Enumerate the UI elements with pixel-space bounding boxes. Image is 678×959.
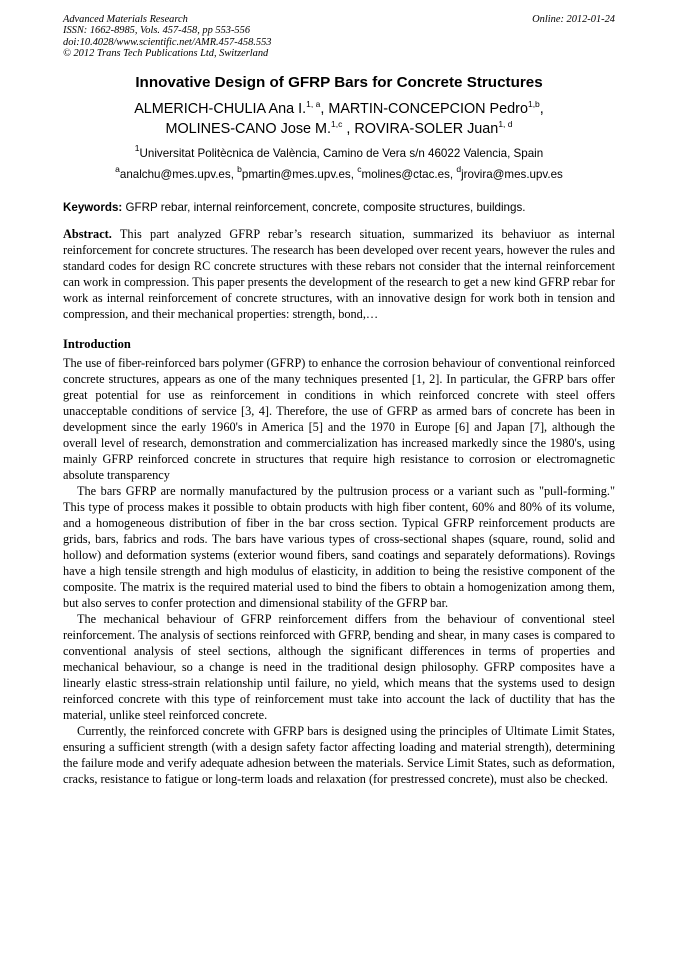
online-date: Online: 2012-01-24	[532, 14, 615, 25]
publication-info	[63, 14, 271, 59]
keywords-label: Keywords:	[63, 201, 123, 215]
email-sup: c	[357, 164, 362, 175]
copyright-line: © 2012 Trans Tech Publications Ltd, Switzerland	[63, 47, 269, 59]
author-line-2: MOLINES-CANO Jose M.$^{1,c}$ , ROVIRA-SOLER Juan$^{1, d}$	[165, 119, 513, 138]
keywords-text: GFRP rebar, internal reinforcement, concrete, composite structures, buildings.	[125, 201, 526, 215]
abstract-label: Abstract.	[63, 227, 112, 242]
doi-line: doi:10.4028/www.scientific.net/AMR.457-458.553	[63, 36, 272, 48]
author-list	[63, 99, 615, 139]
author-sup: 1,c	[331, 119, 343, 130]
issn-line: ISSN: 1662-8985, Vols. 457-458, pp 553-556	[63, 25, 251, 37]
affiliation-sup: 1	[134, 143, 140, 154]
intro-paragraph-2: The bars GFRP are normally manufactured by the pultrusion process or a variant such as "pull-forming." This type of process makes it possible to obtain products with high fiber content, 60% and 80% of its volume, and a homogeneous distribution of fiber in the bar cross section. Typical GFRP reinforcement products are grids, bars, fabrics and rods. The bars have various types of cross-sectional shapes (square, round, solid and hollow) and deformation systems (exterior wound fibers, sand coatings and separately deformations). Rovings have a high tensile strength and high modulus of elasticity, in addition to being the resistive component of the composite. The matrix is the required material used to bind the fibers to obtain a homogenization among them, but also serves to confer protection and dimensional stability of the GFRP bar.	[63, 484, 615, 611]
author-sup: 1, d	[498, 119, 513, 130]
email-address[interactable]: jrovira@mes.upv.es	[461, 168, 563, 182]
intro-paragraph-4: Currently, the reinforced concrete with GFRP bars is designed using the principles of Ultimate Limit States, ensuring a sufficient strength (with a design safety factor affecting loading and material strength), determining the failure mode and verify adequate adhesion between the materials. Service Limit States, such as deformation, cracks, resistance to fatigue or long-term loads and relaxation (for prestressed concrete), must also be checked.	[63, 724, 615, 787]
abstract-text: This part analyzed GFRP rebar’s research situation, summarized its behaviuor as internal reinforcement for concrete structures. The research has been developed over recent years, however the rules and standard codes for design RC concrete structures with these rebars not consider that the internal reinforcement can work in compression. This paper presents the development of the research to get a new kind GFRP rebar for work as internal reinforcement of concrete structures, with an innovative design for work both in tension and compression, and their mechanical properties: strength, bond,…	[63, 227, 615, 322]
email-list: $^a$analchu@mes.upv.es, $^b$pmartin@mes.upv.es, $^c$molines@ctac.es, $^d$jrovira@mes.upv.es	[115, 164, 563, 182]
affiliation	[63, 143, 615, 161]
author-sup: 1,b	[527, 99, 540, 110]
email-address[interactable]: analchu@mes.upv.es	[119, 168, 231, 182]
email-sup: b	[237, 164, 242, 175]
paper-title: Innovative Design of GFRP Bars for Concrete Structures	[135, 74, 543, 92]
author-line-1: ALMERICH-CHULIA Ana I.$^{1, a}$, MARTIN-CONCEPCION Pedro$^{1,b}$,	[134, 99, 544, 118]
journal-name: Advanced Materials Research	[63, 14, 188, 25]
author-sup: 1, a	[306, 99, 321, 110]
author-name: MARTIN-CONCEPCION Pedro	[328, 101, 528, 118]
email-sup: a	[115, 164, 120, 175]
section-heading-introduction: Introduction	[63, 337, 131, 352]
publication-header	[63, 14, 615, 59]
email-sup: d	[456, 164, 462, 175]
keywords	[63, 200, 615, 215]
affiliation-text: Universitat Politècnica de València, Camino de Vera s/n 46022 Valencia, Spain	[139, 147, 544, 161]
email-address[interactable]: pmartin@mes.upv.es	[241, 168, 351, 182]
paper-page	[63, 14, 615, 787]
email-address[interactable]: molines@ctac.es	[361, 168, 450, 182]
intro-paragraph-3: The mechanical behaviour of GFRP reinforcement differs from the behaviour of conventional steel reinforcement. The analysis of sections reinforced with GFRP, bending and shear, in many cases is compared to conventional analysis of steel sections, although the significant differences in terms of properties and mechanical behaviour, so a change is need in the traditional design philosophy. GFRP composites have a linearly elastic stress-strain relationship until failure, no yield, which means that the systems used to design reinforced concrete with this type of reinforcement must take into account the lack of ductility that has the material, unlike steel reinforced concrete.	[63, 612, 615, 723]
author-name: MOLINES-CANO Jose M.	[165, 121, 332, 138]
abstract	[63, 226, 615, 322]
intro-paragraph-1: The use of fiber-reinforced bars polymer (GFRP) to enhance the corrosion behaviour of conventional reinforced concrete structures, appears as one of the many techniques presented [1, 2]. In particular, the GFRP bars offer great potential for use as reinforcement in conditions in which reinforced concrete with steel offers unacceptable conditions of service [3, 4]. Therefore, the use of GFRP as armed bars of concrete has been in development since the early 1960's in America [5] and the 1970 in Europe [6] and Japan [7], although the overall level of research, demonstration and commercialization has increased markedly since the 1980's, using mainly GFRP reinforced concrete in structures that require high resistance to corrosion or electromagnetic absolute transparency	[63, 356, 615, 483]
author-name: ROVIRA-SOLER Juan	[354, 121, 499, 138]
author-name: ALMERICH-CHULIA Ana I.	[134, 101, 307, 118]
